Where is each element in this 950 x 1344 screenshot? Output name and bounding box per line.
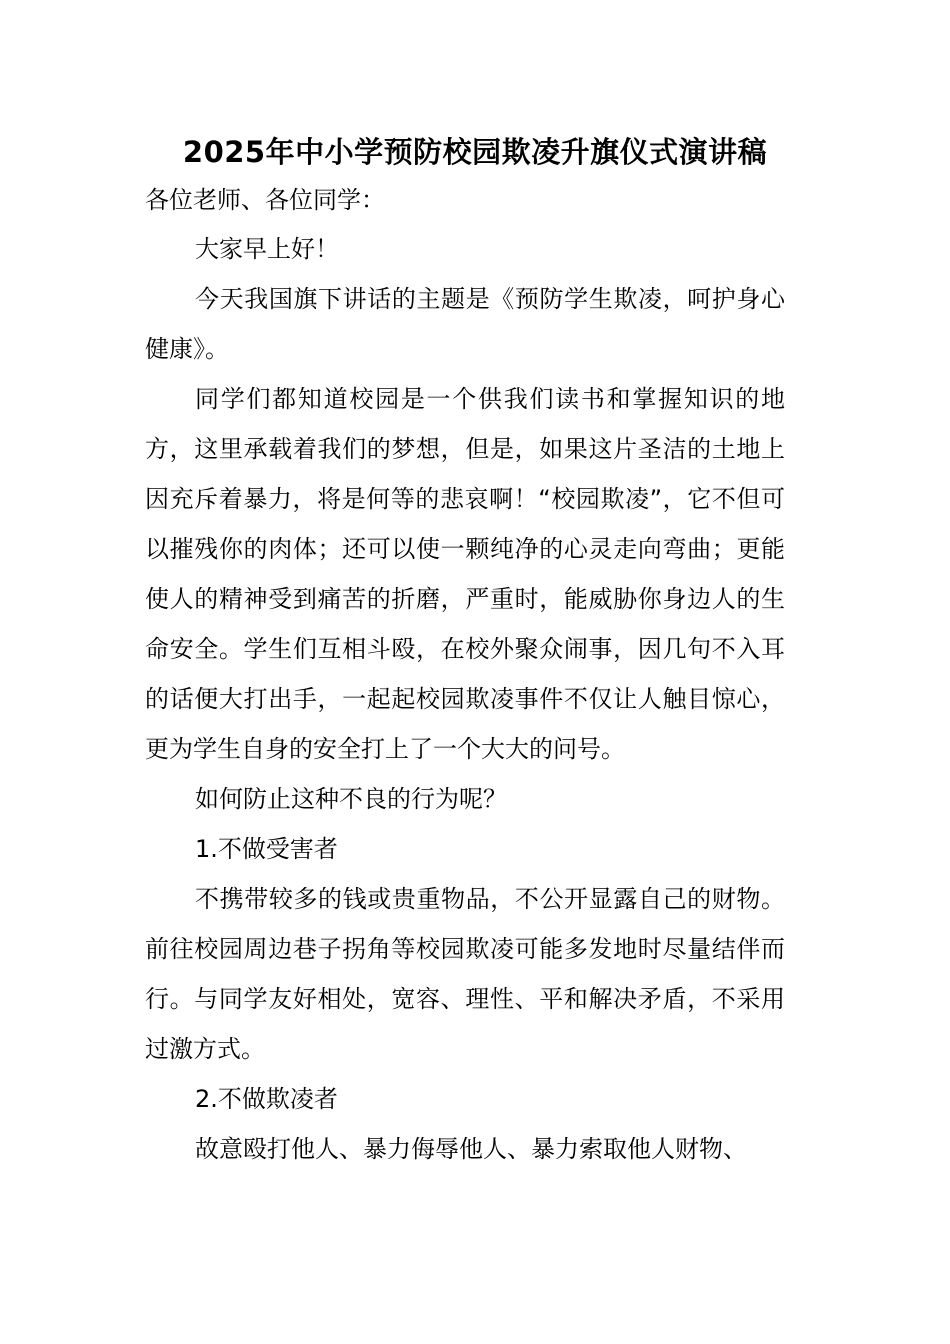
topic-paragraph: 今天我国旗下讲话的主题是《预防学生欺凌，呵护身心健康》。 [145, 285, 785, 363]
document-body [145, 176, 785, 1174]
greeting-paragraph: 大家早上好！ [195, 235, 339, 263]
section-1-paragraph: 不携带较多的钱或贵重物品，不公开显露自己的财物。前往校园周边巷子拐角等校园欺凌可能多发地时尽量结伴而行。与同学友好相处，宽容、理性、平和解决矛盾，不采用过激方式。 [145, 885, 785, 1063]
bullying-description-paragraph: 同学们都知道校园是一个供我们读书和掌握知识的地方，这里承载着我们的梦想，但是，如果这片圣洁的土地上因充斥着暴力，将是何等的悲哀啊！“校园欺凌”，它不但可以摧残你的肉体；还可以使一颗纯净的心灵走向弯曲；更能使人的精神受到痛苦的折磨，严重时，能威胁你身边人的生命安全。学生们互相斗殴，在校外聚众闹事，因几句不入耳的话便大打出手，一起起校园欺凌事件不仅让人触目惊心，更为学生自身的安全打上了一个大大的问号。 [145, 385, 785, 763]
section-2-paragraph: 故意殴打他人、暴力侮辱他人、暴力索取他人财物、 [195, 1135, 747, 1163]
section-heading-1: 1.不做受害者 [195, 835, 338, 863]
question-paragraph: 如何防止这种不良的行为呢？ [195, 785, 507, 813]
document-title: 2025年中小学预防校园欺凌升旗仪式演讲稿 [182, 135, 768, 169]
salutation-paragraph: 各位老师、各位同学： [145, 186, 385, 214]
section-heading-2: 2.不做欺凌者 [195, 1085, 338, 1113]
